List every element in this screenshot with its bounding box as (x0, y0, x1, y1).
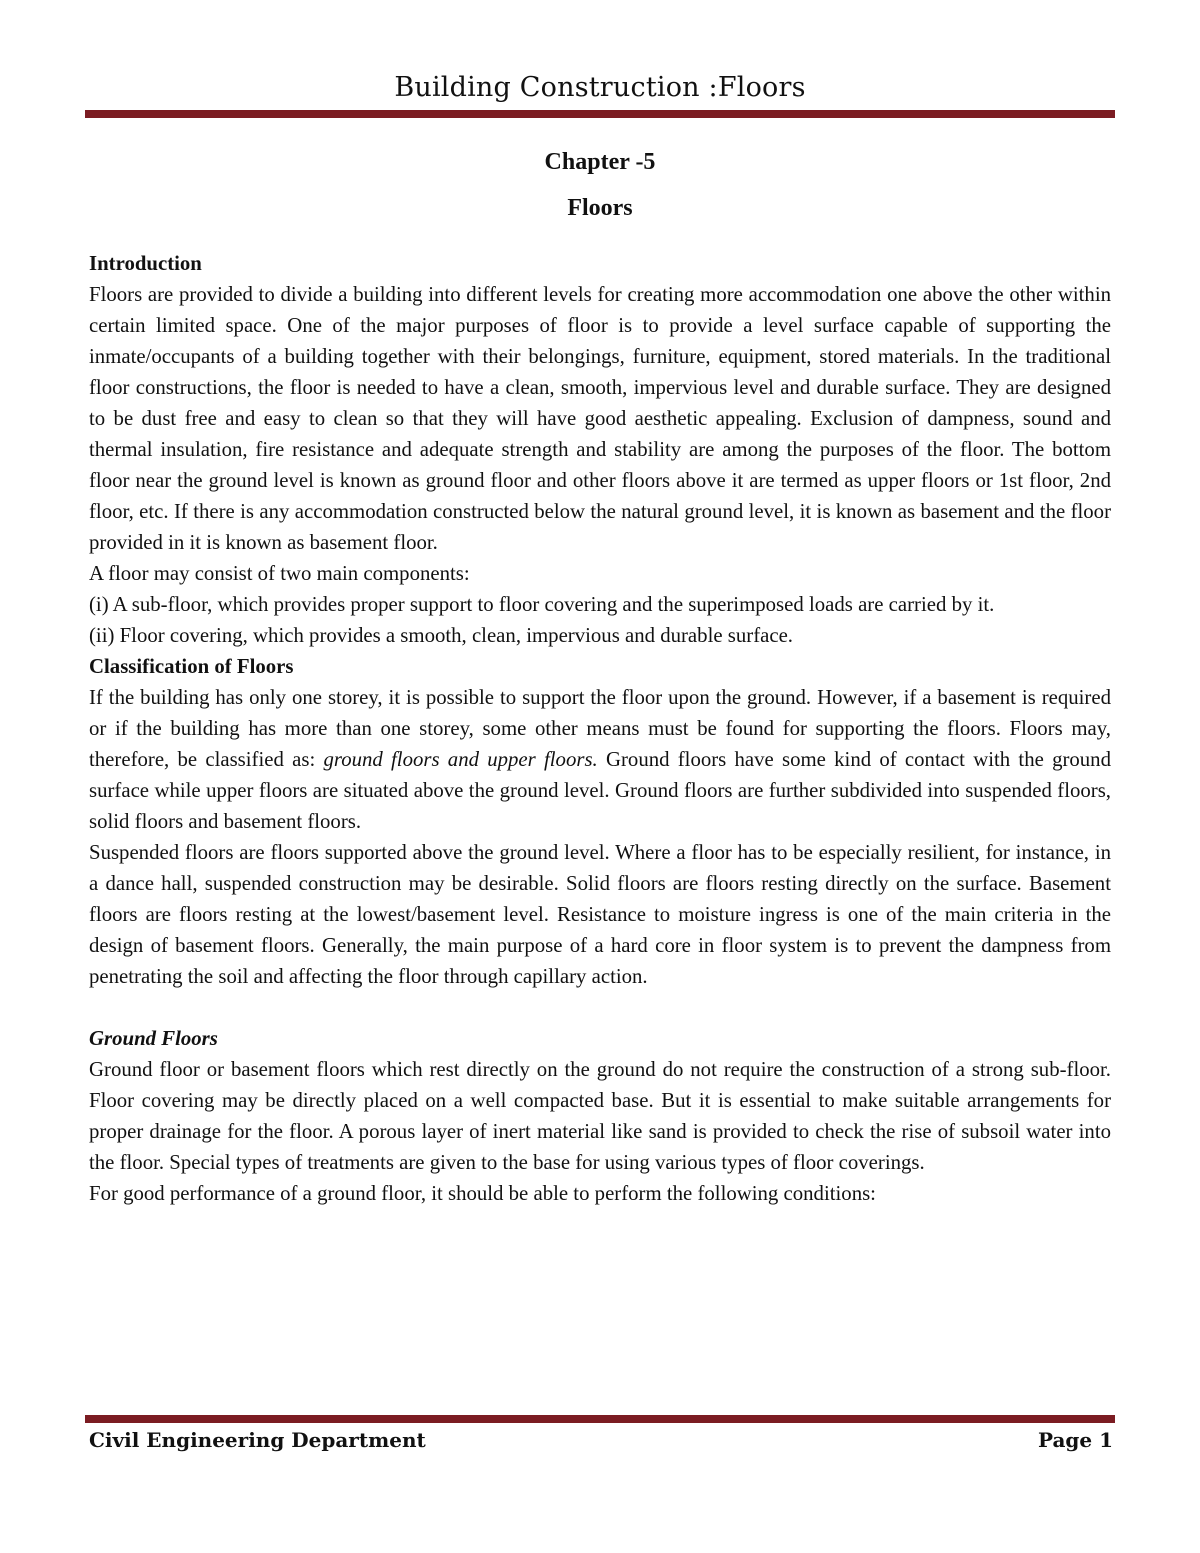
ground-floors-heading: Ground Floors (89, 1027, 218, 1050)
ground-floors-paragraph: Ground floor or basement floors which rest directly on the ground do not require the construction of a strong sub-floor. Floor covering may be directly placed on a well compacted base. But it is essential to make suitable arrangements for proper drainage for the floor. A porous layer of inert material like sand is provided to check the rise of subsoil water into the floor. Special types of treatments are given to the base for using various types of floor coverings. (89, 1058, 1111, 1174)
paragraph-spacer (89, 992, 1111, 1023)
introduction-heading: Introduction (89, 252, 202, 275)
components-intro: A floor may consist of two main components: (89, 562, 470, 585)
chapter-title: Floors (567, 195, 633, 221)
header-rule (85, 110, 1115, 118)
footer-rule (85, 1415, 1115, 1423)
introduction-paragraph: Floors are provided to divide a building into different levels for creating more accommodation one above the other within certain limited space. One of the major purposes of floor is to provide a level surface capable of supporting the inmate/occupants of a building together with their belongings, furniture, equipment, stored materials. In the traditional floor constructions, the floor is needed to have a clean, smooth, impervious level and durable surface. They are designed to be dust free and easy to clean so that they will have good aesthetic appealing. Exclusion of dampness, sound and thermal insulation, fire resistance and adequate strength and stability are among the purposes of the floor. The bottom floor near the ground level is known as ground floor and other floors above it are termed as upper floors or 1st floor, 2nd floor, etc. If there is any accommodation constructed below the natural ground level, it is known as basement and the floor provided in it is known as basement floor. (89, 283, 1111, 554)
header-title: Building Construction :Floors (394, 72, 806, 103)
classification-text-b: Ground floors have some kind of contact with the ground surface while upper floors are situated above the ground level. Ground floors are further subdivided into suspended floors, solid floors and basement floors. (89, 748, 1111, 833)
classification-heading: Classification of Floors (89, 655, 294, 678)
classification-italic-text: ground floors and upper floors. (323, 748, 598, 771)
footer-page-number: Page 1 (1037, 1428, 1113, 1452)
classification-text-a: If the building has only one storey, it is possible to support the floor upon the ground. However, if a basement is required or if the building has more than one storey, some other means must be found for supporting the floors. Floors may, therefore, be classified as: (89, 686, 1111, 771)
classification-paragraph (89, 682, 1111, 837)
suspended-floors-paragraph: Suspended floors are floors supported above the ground level. Where a floor has to be especially resilient, for instance, in a dance hall, suspended construction may be desirable. Solid floors are floors resting directly on the surface. Basement floors are floors resting at the lowest/basement level. Resistance to moisture ingress is one of the main criteria in the design of basement floors. Generally, the main purpose of a hard core in floor system is to prevent the dampness from penetrating the soil and affecting the floor through capillary action. (89, 841, 1111, 988)
footer-department: Civil Engineering Department (89, 1428, 426, 1452)
component-floor-covering: (ii) Floor covering, which provides a smooth, clean, impervious and durable surface. (89, 624, 794, 647)
chapter-number: Chapter -5 (544, 149, 656, 175)
page-content (89, 144, 1111, 1209)
performance-line: For good performance of a ground floor, it should be able to perform the following conditions: (89, 1182, 876, 1205)
component-subfloor: (i) A sub-floor, which provides proper support to floor covering and the superimposed loads are carried by it. (89, 593, 995, 616)
